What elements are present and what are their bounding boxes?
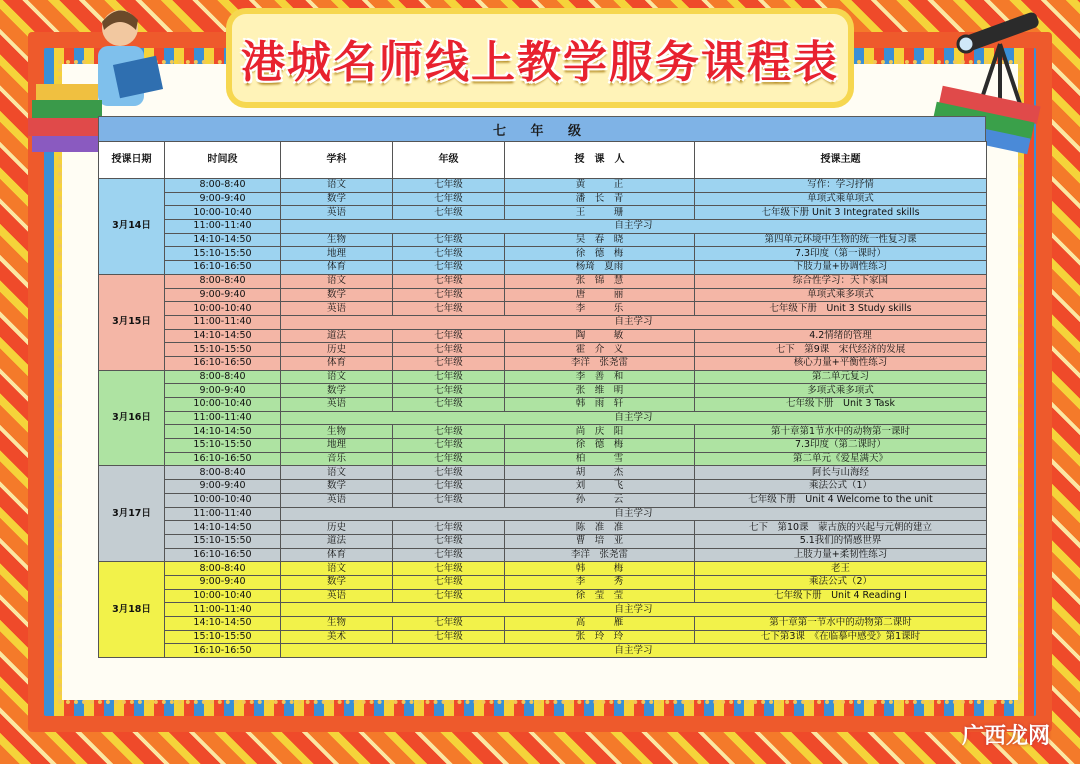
time-cell: 11:00-11:40 [165,411,281,425]
teacher-cell: 李洋 张尧雷 [505,356,695,370]
table-row [99,206,987,220]
subject-cell: 语文 [281,370,393,384]
grade-header: 七 年 级 [98,116,986,141]
subject-cell: 生物 [281,617,393,631]
teacher-cell: 黄 正 [505,179,695,193]
time-cell: 8:00-8:40 [165,562,281,576]
subject-cell: 英语 [281,302,393,316]
grade-cell: 七年级 [393,480,505,494]
grade-cell: 七年级 [393,466,505,480]
time-cell: 11:00-11:40 [165,220,281,234]
subject-cell: 音乐 [281,452,393,466]
teacher-cell: 李洋 张尧雷 [505,548,695,562]
time-cell: 11:00-11:40 [165,315,281,329]
teacher-cell: 徐 莹 莹 [505,589,695,603]
topic-cell: 单项式乘多项式 [695,288,987,302]
time-cell: 10:00-10:40 [165,206,281,220]
subject-cell: 体育 [281,356,393,370]
topic-cell: 乘法公式（2） [695,575,987,589]
grade-cell: 七年级 [393,398,505,412]
time-cell: 10:00-10:40 [165,589,281,603]
table-row [99,192,987,206]
subject-cell: 体育 [281,548,393,562]
subject-cell: 语文 [281,274,393,288]
subject-cell: 英语 [281,589,393,603]
topic-cell: 七年级下册 Unit 3 Task [695,398,987,412]
time-cell: 16:10-16:50 [165,356,281,370]
time-cell: 14:10-14:50 [165,617,281,631]
teacher-cell: 韩 雨 轩 [505,398,695,412]
table-row [99,356,987,370]
time-cell: 15:10-15:50 [165,343,281,357]
time-cell: 15:10-15:50 [165,247,281,261]
topic-cell: 7.3印度（第一课时） [695,247,987,261]
topic-cell: 下肢力量+协调性练习 [695,261,987,275]
time-cell: 14:10-14:50 [165,329,281,343]
teacher-cell: 李 善 和 [505,370,695,384]
time-cell: 9:00-9:40 [165,575,281,589]
table-row [99,288,987,302]
table-row [99,247,987,261]
time-cell: 8:00-8:40 [165,179,281,193]
subject-cell: 道法 [281,534,393,548]
table-row [99,548,987,562]
grade-cell: 七年级 [393,575,505,589]
topic-cell: 第四单元环境中生物的统一性复习课 [695,233,987,247]
teacher-cell: 张 维 明 [505,384,695,398]
grade-cell: 七年级 [393,617,505,631]
table-row [99,220,987,234]
col-grade-header: 年级 [393,142,505,179]
teacher-cell: 李 秀 [505,575,695,589]
col-teacher-header: 授 课 人 [505,142,695,179]
time-cell: 14:10-14:50 [165,233,281,247]
time-cell: 16:10-16:50 [165,261,281,275]
time-cell: 8:00-8:40 [165,466,281,480]
teacher-cell: 柏 雪 [505,452,695,466]
table-row [99,274,987,288]
teacher-cell: 张 锦 慧 [505,274,695,288]
time-cell: 9:00-9:40 [165,192,281,206]
topic-cell: 老王 [695,562,987,576]
grade-cell: 七年级 [393,356,505,370]
topic-cell: 5.1我们的情感世界 [695,534,987,548]
grade-cell: 七年级 [393,329,505,343]
topic-cell: 写作：学习抒情 [695,179,987,193]
subject-cell: 数学 [281,480,393,494]
topic-cell: 阿长与山海经 [695,466,987,480]
time-cell: 10:00-10:40 [165,493,281,507]
time-cell: 14:10-14:50 [165,425,281,439]
topic-cell: 七下 第9课 宋代经济的发展 [695,343,987,357]
subject-cell: 地理 [281,247,393,261]
grade-cell: 七年级 [393,233,505,247]
table-row [99,630,987,644]
subject-cell: 数学 [281,575,393,589]
topic-cell: 第十章第1节水中的动物第一课时 [695,425,987,439]
teacher-cell: 唐 丽 [505,288,695,302]
date-cell: 3月14日 [99,179,165,275]
self-study-cell: 自主学习 [281,507,987,521]
grade-cell: 七年级 [393,247,505,261]
topic-cell: 7.3印度（第二课时） [695,439,987,453]
date-cell: 3月15日 [99,274,165,370]
time-cell: 9:00-9:40 [165,384,281,398]
subject-cell: 语文 [281,179,393,193]
grade-cell: 七年级 [393,534,505,548]
schedule-table [98,141,987,658]
topic-cell: 多项式乘多项式 [695,384,987,398]
subject-cell: 语文 [281,562,393,576]
time-cell: 14:10-14:50 [165,521,281,535]
table-row [99,439,987,453]
teacher-cell: 张 玲 玲 [505,630,695,644]
topic-cell: 七下 第10课 蒙古族的兴起与元朝的建立 [695,521,987,535]
time-cell: 16:10-16:50 [165,548,281,562]
date-cell: 3月16日 [99,370,165,466]
table-row [99,233,987,247]
table-row [99,507,987,521]
time-cell: 15:10-15:50 [165,534,281,548]
time-cell: 9:00-9:40 [165,480,281,494]
teacher-cell: 霍 介 义 [505,343,695,357]
topic-cell: 乘法公式（1） [695,480,987,494]
subject-cell: 历史 [281,343,393,357]
grade-cell: 七年级 [393,589,505,603]
self-study-cell: 自主学习 [281,315,987,329]
subject-cell: 语文 [281,466,393,480]
time-cell: 10:00-10:40 [165,398,281,412]
grade-cell: 七年级 [393,548,505,562]
subject-cell: 生物 [281,425,393,439]
teacher-cell: 刘 飞 [505,480,695,494]
teacher-cell: 杨琦 夏雨 [505,261,695,275]
table-row [99,411,987,425]
subject-cell: 生物 [281,233,393,247]
topic-cell: 上肢力量+柔韧性练习 [695,548,987,562]
grade-cell: 七年级 [393,274,505,288]
time-cell: 15:10-15:50 [165,630,281,644]
teacher-cell: 潘 长 青 [505,192,695,206]
topic-cell: 单项式乘单项式 [695,192,987,206]
col-topic-header: 授课主题 [695,142,987,179]
subject-cell: 美术 [281,630,393,644]
grade-cell: 七年级 [393,261,505,275]
time-cell: 16:10-16:50 [165,644,281,658]
table-row [99,480,987,494]
table-row [99,370,987,384]
table-row [99,398,987,412]
teacher-cell: 陶 敏 [505,329,695,343]
subject-cell: 地理 [281,439,393,453]
subject-cell: 英语 [281,493,393,507]
self-study-cell: 自主学习 [281,603,987,617]
time-cell: 8:00-8:40 [165,274,281,288]
table-header-row [99,142,987,179]
table-row [99,329,987,343]
date-cell: 3月18日 [99,562,165,658]
page-title: 港城名师线上教学服务课程表 [241,37,839,88]
table-row [99,261,987,275]
col-subject-header: 学科 [281,142,393,179]
grade-cell: 七年级 [393,562,505,576]
teacher-cell: 吴 春 晓 [505,233,695,247]
teacher-cell: 曹 培 亚 [505,534,695,548]
grade-cell: 七年级 [393,493,505,507]
grade-cell: 七年级 [393,452,505,466]
grade-cell: 七年级 [393,192,505,206]
table-row [99,644,987,658]
grade-cell: 七年级 [393,343,505,357]
teacher-cell: 李 乐 [505,302,695,316]
grade-cell: 七年级 [393,425,505,439]
teacher-cell: 高 雁 [505,617,695,631]
grade-cell: 七年级 [393,439,505,453]
grade-cell: 七年级 [393,521,505,535]
grade-cell: 七年级 [393,302,505,316]
teacher-cell: 徐 德 梅 [505,439,695,453]
table-row [99,589,987,603]
table-row [99,179,987,193]
time-cell: 11:00-11:40 [165,603,281,617]
table-row [99,493,987,507]
topic-cell: 第十章第一节水中的动物第二课时 [695,617,987,631]
schedule-table-container [98,116,986,658]
subject-cell: 体育 [281,261,393,275]
watermark: 广西龙网 [961,724,1050,749]
table-row [99,575,987,589]
teacher-cell: 陈 准 准 [505,521,695,535]
topic-cell: 第二单元复习 [695,370,987,384]
time-cell: 10:00-10:40 [165,302,281,316]
title-banner [232,14,848,102]
teacher-cell: 徐 德 梅 [505,247,695,261]
subject-cell: 数学 [281,192,393,206]
subject-cell: 数学 [281,288,393,302]
teacher-cell: 尚 庆 阳 [505,425,695,439]
teacher-cell: 王 珊 [505,206,695,220]
date-cell: 3月17日 [99,466,165,562]
topic-cell: 七年级下册 Unit 4 Reading I [695,589,987,603]
teacher-cell: 孙 云 [505,493,695,507]
topic-cell: 七年级下册 Unit 3 Study skills [695,302,987,316]
topic-cell: 第二单元《爱星满天》 [695,452,987,466]
time-cell: 15:10-15:50 [165,439,281,453]
subject-cell: 历史 [281,521,393,535]
topic-cell: 核心力量+平衡性练习 [695,356,987,370]
topic-cell: 4.2情绪的管理 [695,329,987,343]
self-study-cell: 自主学习 [281,411,987,425]
table-row [99,425,987,439]
time-cell: 8:00-8:40 [165,370,281,384]
subject-cell: 英语 [281,398,393,412]
teacher-cell: 韩 梅 [505,562,695,576]
grade-cell: 七年级 [393,370,505,384]
subject-cell: 数学 [281,384,393,398]
topic-cell: 综合性学习：天下家国 [695,274,987,288]
table-row [99,466,987,480]
table-row [99,384,987,398]
subject-cell: 英语 [281,206,393,220]
grade-cell: 七年级 [393,384,505,398]
time-cell: 11:00-11:40 [165,507,281,521]
col-date-header: 授课日期 [99,142,165,179]
grade-cell: 七年级 [393,206,505,220]
topic-cell: 七年级下册 Unit 3 Integrated skills [695,206,987,220]
self-study-cell: 自主学习 [281,220,987,234]
table-row [99,534,987,548]
table-row [99,452,987,466]
self-study-cell: 自主学习 [281,644,987,658]
table-row [99,617,987,631]
schedule-body [99,179,987,658]
grade-cell: 七年级 [393,288,505,302]
topic-cell: 七年级下册 Unit 4 Welcome to the unit [695,493,987,507]
grade-cell: 七年级 [393,179,505,193]
col-time-header: 时间段 [165,142,281,179]
table-row [99,521,987,535]
table-row [99,315,987,329]
teacher-cell: 胡 杰 [505,466,695,480]
table-row [99,302,987,316]
time-cell: 16:10-16:50 [165,452,281,466]
subject-cell: 道法 [281,329,393,343]
time-cell: 9:00-9:40 [165,288,281,302]
table-row [99,343,987,357]
table-row [99,562,987,576]
topic-cell: 七下第3课 《在临摹中感受》第1课时 [695,630,987,644]
table-row [99,603,987,617]
grade-cell: 七年级 [393,630,505,644]
